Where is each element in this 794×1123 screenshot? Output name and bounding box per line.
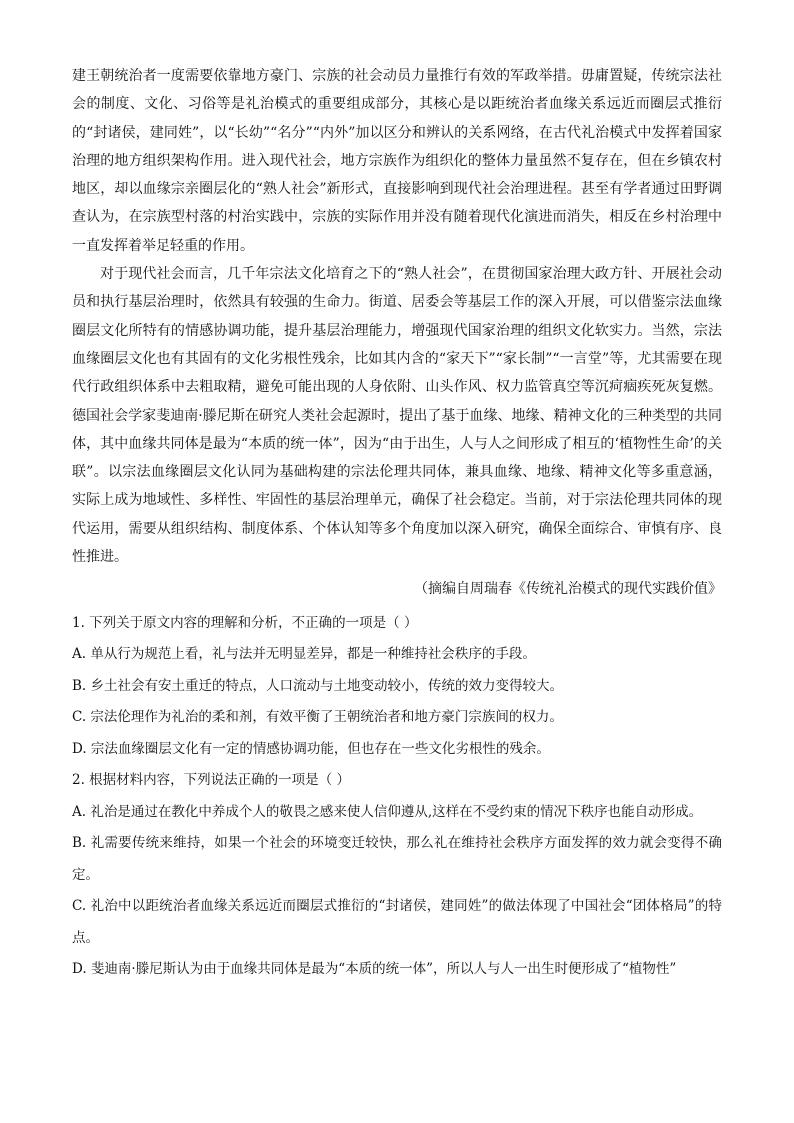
passage-paragraph-2: 对于现代社会而言，几千年宗法文化培育之下的“熟人社会”，在贯彻国家治理大政方针、开展社会动员和执行基层治理时，依然具有较强的生命力。街道、居委会等基层工作的深入开展，可以借鉴宗法血缘圈层文化所特有的情感协调功能，提升基层治理能力，增强现代国家治理的组织文化软实力。当然，宗法血缘圈层文化也有其固有的文化劣根性残余，比如其内含的“家天下”“家长制”“一言堂”等，尤其需要在现代行政组织体系中去粗取精，避免可能出现的人身依附、山头作风、权力监管真空等沉疴痼疾死灰复燃。德国社会学家斐迪南·滕尼斯在研究人类社会起源时，提出了基于血缘、地缘、精神文化的三种类型的共同体，其中血缘共同体是最为“本质的统一体”，因为“由于出生，人与人之间形成了相互的‘植物性生命’的关联”。以宗法血缘圈层文化认同为基础构建的宗法伦理共同体，兼具血缘、地缘、精神文化等多重意涵，实际上成为地域性、多样性、牢固性的基层治理单元，确保了社会稳定。当前，对于宗法伦理共同体的现代运用，需要从组织结构、制度体系、个体认知等多个角度加以深入研究，确保全面综合、审慎有序、良性推进。 <box>72 266 722 566</box>
question-1-option-b: B. 乡土社会有安土重迁的特点，人口流动与土地变动较小，传统的效力变得较大。 <box>72 677 564 694</box>
question-2-option-c: C. 礼治中以距统治者血缘关系远近而圈层式推衍的“封诸侯，建同姓”的做法体现了中国社会“团体格局”的特点。 <box>72 898 722 946</box>
question-1-option-a: A. 单从行为规范上看，礼与法并无明显差异，都是一种维持社会秩序的手段。 <box>72 646 536 663</box>
question-1-option-c: C. 宗法伦理作为礼治的柔和剂，有效平衡了王朝统治者和地方豪门宗族间的权力。 <box>72 709 563 726</box>
document-page <box>72 62 722 986</box>
passage-source: （摘编自周瑞春《传统礼治模式的现代实践价值》 <box>414 581 722 598</box>
question-2-option-a: A. 礼治是通过在教化中养成个人的敬畏之感来使人信仰遵从,这样在不受约束的情况下秩序也能自动形成。 <box>72 803 703 820</box>
question-list <box>72 608 722 986</box>
question-2 <box>72 765 722 986</box>
passage-paragraph-1: 建王朝统治者一度需要依靠地方豪门、宗族的社会动员力量推行有效的军政举措。毋庸置疑，传统宗法社会的制度、文化、习俗等是礼治模式的重要组成部分，其核心是以距统治者血缘关系远近而圈层式推衍的“封诸侯，建同姓”，以“长幼”“名分”“内外”加以区分和辨认的关系网络，在古代礼治模式中发挥着国家治理的地方组织架构作用。进入现代社会，地方宗族作为组织化的整体力量虽然不复存在，但在乡镇农村地区，却以血缘宗亲圈层化的“熟人社会”新形式，直接影响到现代社会治理进程。甚至有学者通过田野调查认为，在宗族型村落的村治实践中，宗族的实际作用并没有随着现代化演进而消失，相反在乡村治理中一直发挥着举足轻重的作用。 <box>72 68 722 254</box>
question-1-option-d: D. 宗法血缘圈层文化有一定的情感协调功能，但也存在一些文化劣根性的残余。 <box>72 740 550 757</box>
question-1-stem: 1. 下列关于原文内容的理解和分析，不正确的一项是（ ） <box>72 614 418 631</box>
question-2-stem: 2. 根据材料内容，下列说法正确的一项是（ ） <box>72 772 350 789</box>
question-1 <box>72 608 722 766</box>
question-2-option-b: B. 礼需要传统来维持，如果一个社会的环境变迁较快，那么礼在维持社会秩序方面发挥的效力就会变得不确定。 <box>72 835 722 883</box>
question-2-option-d: D. 斐迪南·滕尼斯认为由于血缘共同体是最为“本质的统一体”，所以人与人一出生时便形成了“植物性” <box>72 961 677 978</box>
